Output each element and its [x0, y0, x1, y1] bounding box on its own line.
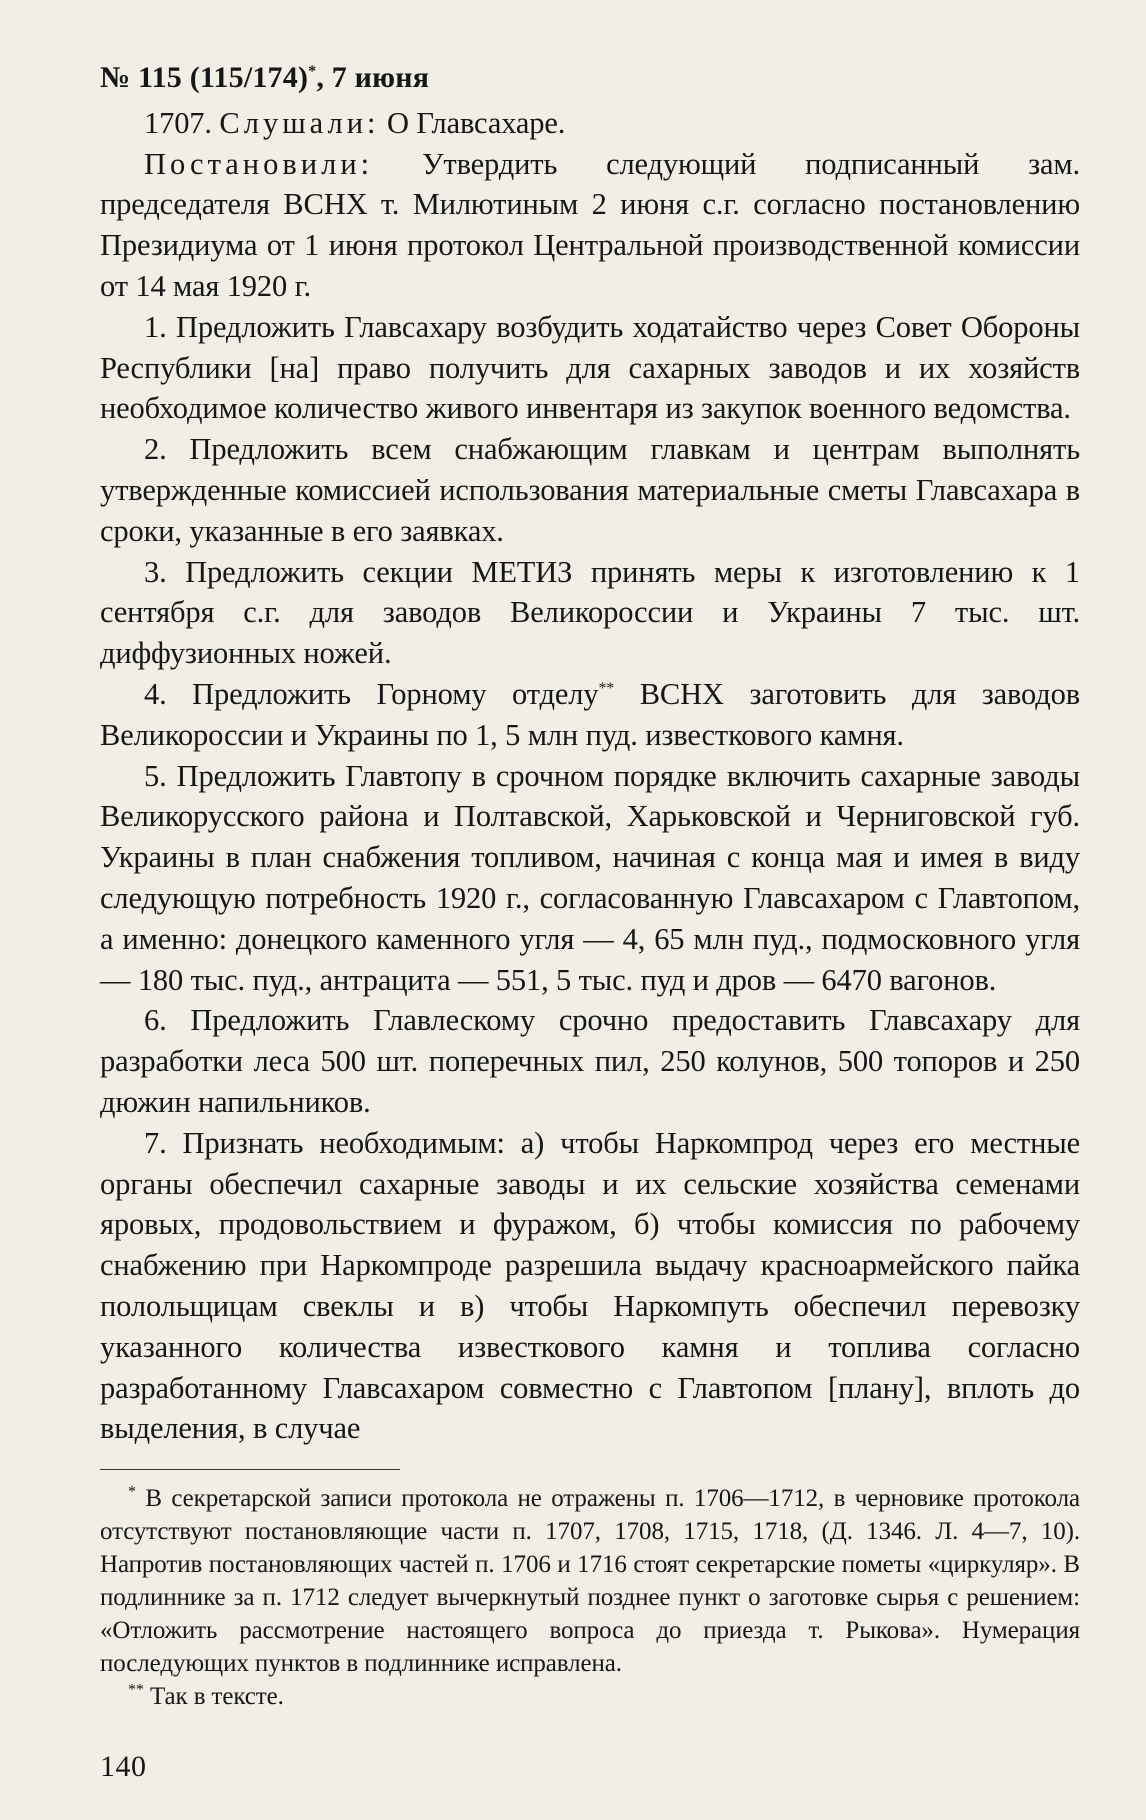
point-4-text-before: 4. Предложить Горному отделу — [144, 676, 599, 711]
heard-label: Слушали: — [219, 105, 380, 140]
point-2: 2. Предложить всем снабжающим главкам и центрам выполнять утвержденные комиссией использования материальные сметы Главсахара в сроки, указанные в его заявках. — [100, 432, 1080, 548]
decision-label: Постановили: — [144, 146, 374, 181]
footnote-1-mark: * — [128, 1483, 136, 1501]
document-page — [100, 50, 1080, 1788]
decision-text: Утвердить следующий подписанный зам. председателя ВСНХ т. Милютиным 2 июня с.г. согласно постановлению Президиума от 1 июня протокол Центральной производственной комиссии от 14 мая 1920 г. — [100, 146, 1080, 303]
footnote-1-text: В секретарской записи протокола не отражены п. 1706—1712, в черновике протокола отсутствуют постановляющие части п. 1707, 1708, 1715, 1718, (Д. 1346. Л. 4—7, 10). Напротив постановляющих частей п. 1706 и 1716 стоят секретарские пометы «циркуляр». В подлиннике за п. 1712 следует вычеркнутый позднее пункт о заготовке сырья с решением: «Отложить рассмотрение настоящего вопроса до приезда т. Рыкова». Нумерация последующих пунктов в подлиннике исправлена. — [100, 1485, 1080, 1678]
point-1: 1. Предложить Главсахару возбудить ходатайство через Совет Обороны Республики [на] право получить для сахарных заводов и их хозяйств необходимое количество живого инвентаря из закупок военного ведомства. — [100, 309, 1080, 426]
footnote-2-mark: ** — [128, 1681, 144, 1699]
heading-footnote-mark: * — [308, 63, 317, 80]
footnotes — [100, 1482, 1080, 1713]
point-4-text-after: ВСНХ заготовить для заводов Великороссии и Украины по 1, 5 млн пуд. известкового камня. — [100, 676, 1080, 752]
document-heading — [100, 58, 1080, 99]
footnote-1 — [100, 1482, 1080, 1680]
point-4 — [100, 674, 1080, 756]
heading-date: , 7 июня — [316, 61, 430, 94]
item-number: 1707. — [144, 105, 212, 140]
heading-number: № 115 (115/174) — [100, 61, 309, 94]
page-number: 140 — [100, 1750, 147, 1784]
footnote-divider — [100, 1469, 400, 1470]
decision-paragraph — [100, 144, 1080, 307]
footnote-2-text: Так в тексте. — [143, 1683, 284, 1711]
footnote-2 — [100, 1680, 1080, 1713]
point-5: 5. Предложить Главтопу в срочном порядке включить сахарные заводы Великорусского района и Полтавской, Харьковской и Черниговской губ. Украины в план снабжения топливом, начиная с конца мая и имея в виду следующую потребность 1920 г., согласованную Главсахаром с Главтопом, а именно: донецкого каменного угля — 4, 65 млн пуд., подмосковного угля — 180 тыс. пуд., антрацита — 551, 5 тыс. пуд и дров — 6470 вагонов. — [100, 758, 1080, 997]
point-6: 6. Предложить Главлескому срочно предоставить Главсахару для разработки леса 500 шт. поперечных пил, 250 колунов, 500 топоров и 250 дюжин напильников. — [100, 1003, 1080, 1119]
point-3: 3. Предложить секции МЕТИЗ принять меры к изготовлению к 1 сентября с.г. для заводов Великороссии и Украины 7 тыс. шт. диффузионных ножей. — [100, 554, 1080, 671]
point-7: 7. Признать необходимым: а) чтобы Наркомпрод через его местные органы обеспечил сахарные заводы и их сельские хозяйства семенами яровых, продовольствием и фуражом, б) чтобы комиссия по рабочему снабжению при Наркомпроде разрешила выдачу красноармейского пайка полольщицам свеклы и в) чтобы Наркомпуть обеспечил перевозку указанного количества известкового камня и топлива согласно разработанному Главсахаром совместно с Главтопом [плану], вплоть до выделения, в случае — [100, 1125, 1080, 1446]
heard-text: О Главсахаре. — [386, 105, 566, 140]
item-1707-heard — [100, 103, 1080, 144]
point-4-footnote-mark: ** — [598, 679, 615, 697]
